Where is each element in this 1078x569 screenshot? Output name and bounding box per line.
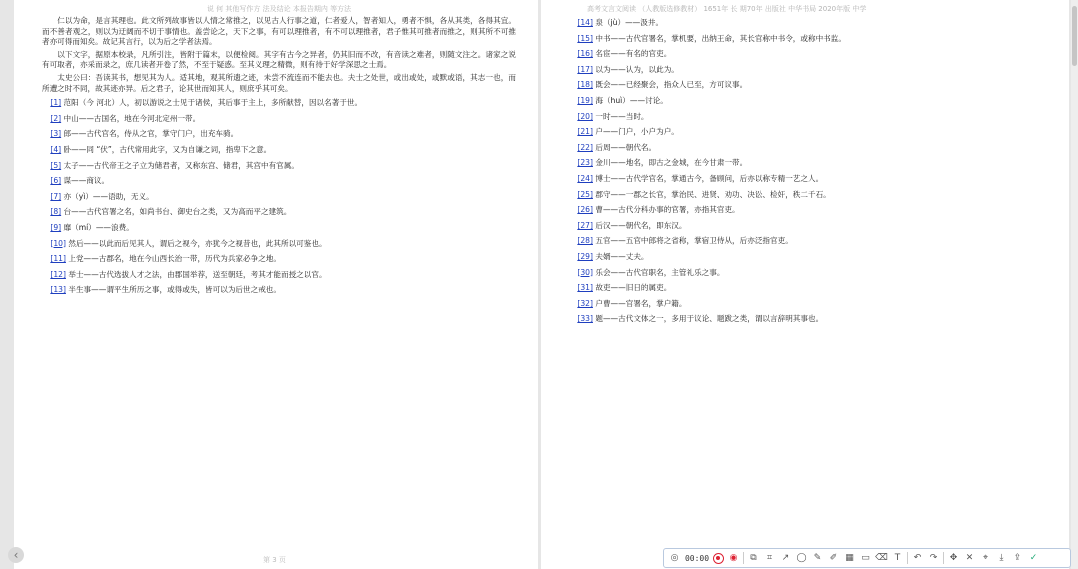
footnote-text: 后汉——朝代名，即东汉。	[592, 220, 687, 230]
running-header: 说 何 其他写作方 法及结论 本报告期内 等方法	[206, 5, 352, 13]
view-toggle-icon[interactable]: ◎	[670, 552, 679, 563]
footnote-text: 亦（yì）——语助，无义。	[61, 191, 154, 201]
footnote-text: 然后——以此而后见其人，谓后之视今，亦犹今之视昔也，此其所以可鉴也。	[65, 238, 327, 248]
stop-icon[interactable]: ◉	[729, 552, 738, 563]
footnote-text: 郎——古代官名，侍从之官，掌守门户，出充车骑。	[61, 129, 239, 139]
footnote	[42, 239, 516, 250]
toolbar-divider	[743, 552, 744, 564]
footnote-link[interactable]: [33]	[577, 314, 593, 324]
footnote-text: 户曹——官署名，掌户籍。	[592, 298, 687, 308]
footnote-link[interactable]: [24]	[577, 173, 593, 183]
footnote-link[interactable]: [9]	[50, 222, 62, 232]
footnote-link[interactable]: [6]	[50, 176, 62, 186]
footnote-link[interactable]: [13]	[50, 285, 66, 295]
footnote-text: 题——古代文体之一，多用于议论、题跋之类，谓以言辞明其事也。	[592, 314, 824, 324]
footnote-text: 半生事——谓平生所历之事，或得或失，皆可以为后世之戒也。	[65, 285, 281, 295]
footnote-text: 以为——认为，以此为。	[592, 64, 679, 74]
toolbar-divider	[907, 552, 908, 564]
marker-icon[interactable]: ✐	[829, 552, 838, 563]
rectangle-icon[interactable]: ▭	[861, 552, 870, 563]
footnote-link[interactable]: [21]	[577, 127, 593, 137]
body-paragraph: 仁以为命，是言其理也。此文所列故事皆以人情之常推之，以见古人行事之道，仁者爱人，智者知人，勇者不惧，各从其类，各得其宜。而不善者观之，则以为迂阔而不切于事情也。盖尝论之，天下之事，有可以理推者，有不可以理推者，君子惟其可推者而推之，则其所不可推者亦可得而知矣。故记其言行，以为后之学者法焉。	[42, 16, 516, 47]
footnote-text: 曹——古代分科办事的官署，亦指其官吏。	[592, 205, 740, 215]
pin-icon[interactable]: ⌖	[982, 552, 989, 563]
footnote-link[interactable]: [28]	[577, 236, 593, 246]
footnote-text: 范阳（今 河北）人，初以游说之士见于诸侯，其后事于主上，多所献替，因以名著于世。	[61, 98, 363, 108]
footnote-text: 卧——同 “伏”，古代常用此字，又为自谦之词，指卑下之意。	[61, 144, 272, 154]
footnote-link[interactable]: [8]	[50, 207, 62, 217]
footnote-link[interactable]: [3]	[50, 129, 62, 139]
footnote	[569, 205, 1043, 216]
footnote	[569, 96, 1043, 107]
footnote	[569, 314, 1043, 325]
arrow-icon[interactable]: ↗	[781, 552, 790, 563]
footnote-link[interactable]: [15]	[577, 33, 593, 43]
footnote	[569, 112, 1043, 123]
footnote-text: 举士——古代选拔人才之法，由郡国举荐，送至朝廷，考其才能而授之以官。	[65, 269, 327, 279]
previous-page-button[interactable]: ‹	[8, 547, 24, 563]
footnote	[569, 299, 1043, 310]
footnote-link[interactable]: [32]	[577, 298, 593, 308]
footnote	[569, 34, 1043, 45]
crop-icon[interactable]: ⌗	[766, 552, 773, 563]
footnote-text: 名宦——有名的官吏。	[592, 49, 672, 59]
footnote-text: 夫婿——丈夫。	[592, 251, 649, 261]
footnote-link[interactable]: [25]	[577, 189, 593, 199]
undo-icon[interactable]: ↶	[913, 552, 922, 563]
footnote	[569, 65, 1043, 76]
footnote	[569, 143, 1043, 154]
footnote-text: 五官——五官中郎将之省称，掌宿卫侍从，后亦泛指官吏。	[592, 236, 793, 246]
footnote-link[interactable]: [7]	[50, 191, 62, 201]
footnote	[569, 80, 1043, 91]
footnote	[569, 174, 1043, 185]
footnote	[569, 158, 1043, 169]
footnote-link[interactable]: [20]	[577, 111, 593, 121]
footnote	[42, 129, 516, 140]
footnote	[42, 192, 516, 203]
footnote	[42, 254, 516, 265]
footnote-link[interactable]: [1]	[50, 98, 62, 108]
footnote-text: 太子——古代帝王之子立为储君者，又称东宫、储君，其宫中有官属。	[61, 160, 299, 170]
footnote-link[interactable]: [14]	[577, 18, 593, 27]
footnote-link[interactable]: [27]	[577, 220, 593, 230]
record-timer: 00:00	[684, 553, 710, 563]
footnote-link[interactable]: [4]	[50, 144, 62, 154]
footnote	[569, 127, 1043, 138]
footnote-text: 中山——古国名，地在今河北定州一带。	[61, 113, 201, 123]
footnote-link[interactable]: [26]	[577, 205, 593, 215]
record-icon[interactable]	[713, 553, 724, 564]
footnote-text: 金川——地名，即古之金城，在今甘肃一带。	[592, 158, 748, 168]
footnote-link[interactable]: [18]	[577, 80, 593, 90]
circle-icon[interactable]: ◯	[796, 552, 807, 563]
footnote-link[interactable]: [23]	[577, 158, 593, 168]
pen-icon[interactable]: ✎	[813, 552, 822, 563]
footnote	[569, 190, 1043, 201]
document-page-left	[14, 0, 538, 569]
footnote-link[interactable]: [5]	[50, 160, 62, 170]
footnote-link[interactable]: [11]	[50, 254, 66, 264]
footnote-text: 一时——当时。	[592, 111, 649, 121]
footnote-link[interactable]: [2]	[50, 113, 62, 123]
footnote	[42, 145, 516, 156]
footnote	[569, 221, 1043, 232]
text-icon[interactable]: T	[894, 552, 901, 563]
page-number: 第 3 页	[263, 556, 286, 564]
download-icon[interactable]: ⤓	[999, 552, 1004, 563]
eraser-icon[interactable]: ⌫	[875, 552, 888, 563]
footnote-text: 中书——古代官署名，掌机要，出纳王命，其长官称中书令，或称中书监。	[592, 33, 846, 43]
close-icon[interactable]: ✕	[965, 552, 974, 563]
footnote-link[interactable]: [22]	[577, 142, 593, 152]
footnote	[42, 207, 516, 218]
footnote-text: 既会——已经聚会，指众人已至，方可议事。	[592, 80, 748, 90]
footnote-link[interactable]: [10]	[50, 238, 66, 248]
footnote	[569, 18, 1043, 29]
document-page-right	[541, 0, 1069, 569]
footnote-text: 户——门户，小户为户。	[592, 127, 679, 137]
footnote	[569, 252, 1043, 263]
footnote	[569, 283, 1043, 294]
footnote-text: 郡守——一郡之长官，掌治民、进贤、劝功、决讼、检奸，秩二千石。	[592, 189, 831, 199]
footnote	[42, 161, 516, 172]
scrollbar-thumb[interactable]	[1072, 6, 1077, 66]
footnote	[42, 114, 516, 125]
footnote-link[interactable]: [19]	[577, 95, 593, 105]
footnote	[42, 98, 516, 109]
share-icon[interactable]: ⇪	[1013, 552, 1022, 563]
footnote	[569, 236, 1043, 247]
footnotes-list	[42, 98, 516, 296]
footnote	[42, 176, 516, 187]
toolbar-divider	[943, 552, 944, 564]
footnote-text: 后周——朝代名。	[592, 142, 657, 152]
footnote-link[interactable]: [16]	[577, 49, 593, 59]
redo-icon[interactable]: ↷	[929, 552, 938, 563]
footnote	[42, 270, 516, 281]
footnote-link[interactable]: [29]	[577, 251, 593, 261]
footnote	[569, 49, 1043, 60]
footnote-text: 谋——商议。	[61, 176, 110, 186]
running-header: 高考文言文阅读 （人教版选修教材） 1651年 长 期70年 出版社 中华书局 2020年版 中学	[587, 5, 867, 13]
footnote	[42, 285, 516, 296]
footnote-text: 博士——古代学官名，掌通古今，备顾问，后亦以称专精一艺之人。	[592, 173, 824, 183]
confirm-icon[interactable]: ✓	[1029, 552, 1038, 563]
footnote-text: 靡（mí）——浪费。	[61, 222, 134, 232]
mosaic-icon[interactable]: ▦	[845, 552, 854, 563]
body-paragraph: 太史公曰：吾读其书，想见其为人。适其地，观其所遗之迹，未尝不流连而不能去也。夫士之处世，或出或处，或默或语，其志一也，而所遭之时不同，故其迹亦异。后之君子，论其世而知其人，则庶乎其可矣。	[42, 72, 516, 93]
footnote-text: 泉（jù）——汲井。	[592, 18, 664, 27]
footnote-text: 故吏——旧日的属吏。	[592, 283, 672, 293]
footnote-link[interactable]: [31]	[577, 283, 593, 293]
vertical-scrollbar[interactable]	[1071, 0, 1078, 569]
move-icon[interactable]: ✥	[949, 552, 958, 563]
footnote-text: 乐会——古代官职名，主管礼乐之事。	[592, 267, 725, 277]
footnote-text: 海（huì）——讨论。	[592, 95, 668, 105]
body-paragraph: 以下文字，据原本校录，凡所引注，皆附于篇末，以便检阅。其字有古今之异者，仍其旧而不改，有音读之难者，则随文注之。诸家之说有可取者，亦采而录之，庶几读者开卷了然，不至于疑惑。至其义理之精微，则有待于好学深思之士焉。	[42, 49, 516, 70]
annotation-toolbar	[663, 548, 1071, 568]
footnote-link[interactable]: [12]	[50, 269, 66, 279]
footnote-link[interactable]: [17]	[577, 64, 593, 74]
footnote-link[interactable]: [30]	[577, 267, 593, 277]
footnotes-list	[569, 18, 1043, 325]
footnote-text: 上党——古郡名，地在今山西长治一带，历代为兵家必争之地。	[65, 254, 281, 264]
footnote	[569, 268, 1043, 279]
footnote	[42, 223, 516, 234]
footnote-text: 台——古代官署之名，如尚书台、御史台之类，又为高而平之建筑。	[61, 207, 292, 217]
copy-icon[interactable]: ⧉	[750, 552, 757, 563]
